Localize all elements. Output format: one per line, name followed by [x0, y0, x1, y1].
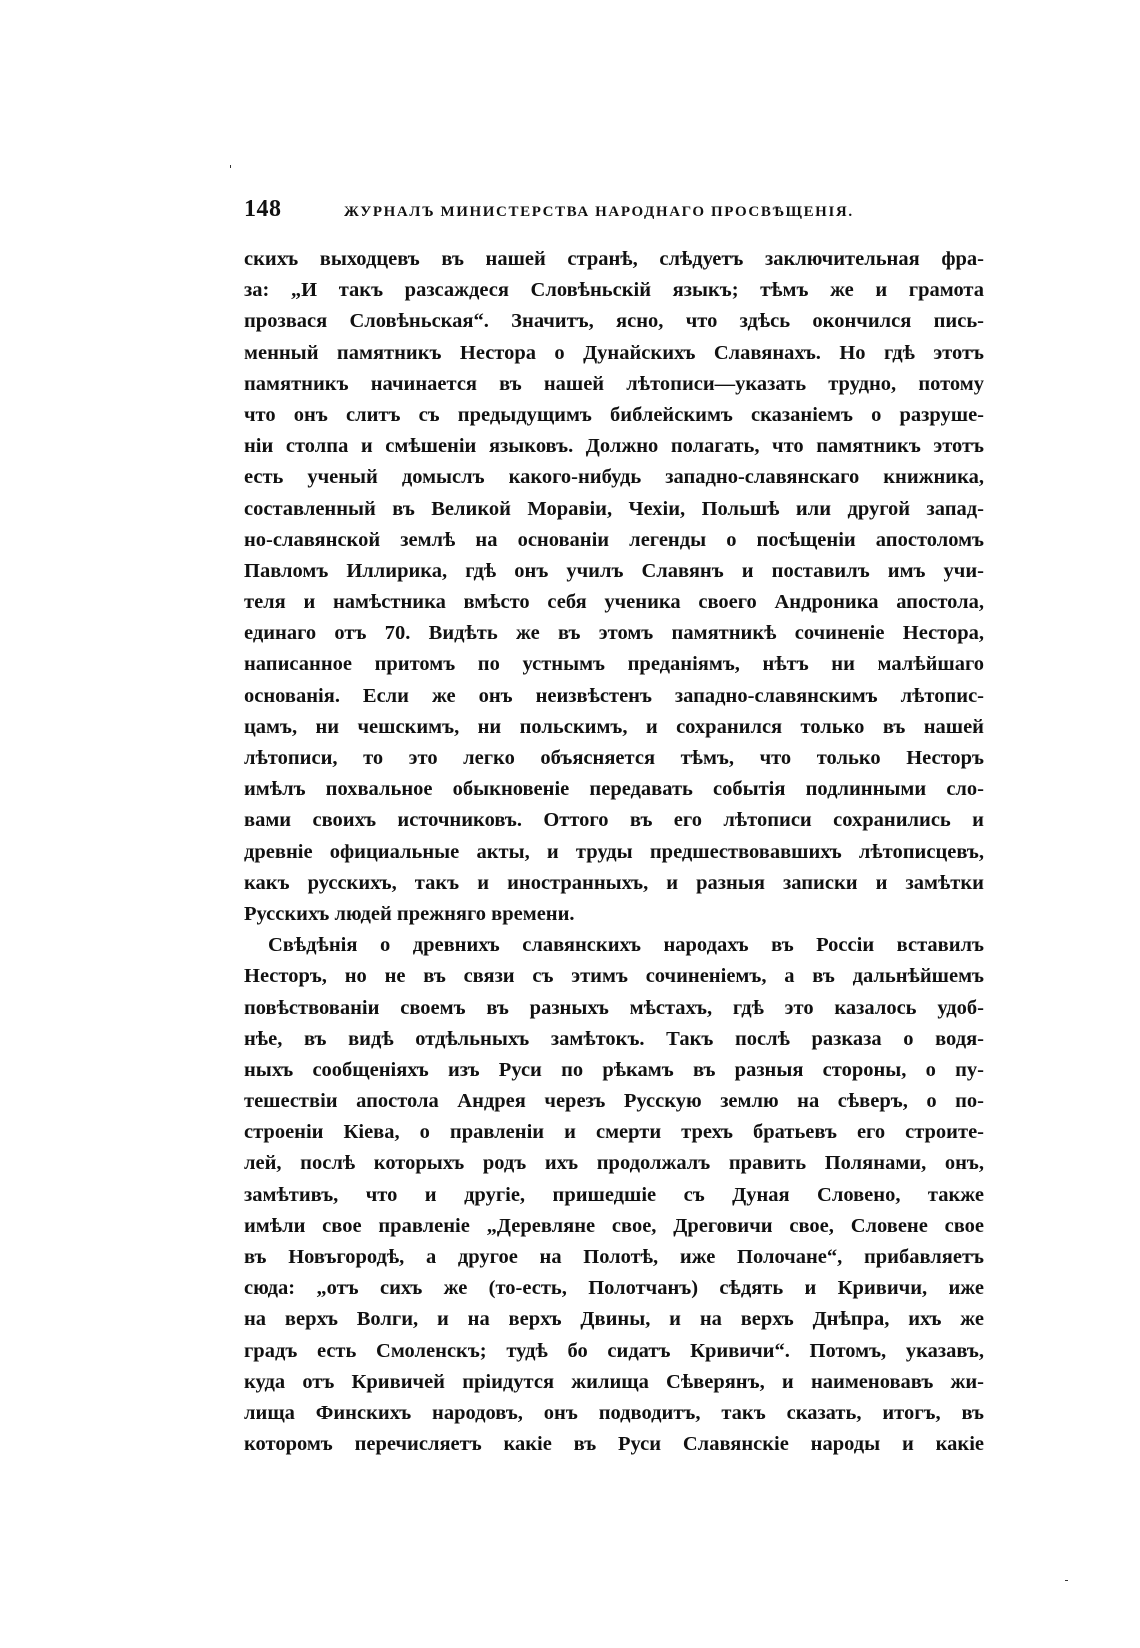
text-line: Русскихъ людей прежняго времени.: [244, 902, 575, 925]
text-line: строеніи Кіева, о правленіи и смерти трехъ братьевъ его строите-: [244, 1121, 984, 1144]
text-line: менный памятникъ Нестора о Дунайскихъ Славянахъ. Но гдѣ этотъ: [244, 341, 984, 364]
text-line: имѣлъ похвальное обыкновеніе передавать событія подлинными сло-: [244, 778, 984, 801]
text-line: теля и намѣстника вмѣсто себя ученика своего Андроника апостола,: [244, 591, 984, 614]
text-line: памятникъ начинается въ нашей лѣтописи—указать трудно, потому: [244, 372, 984, 395]
text-line: лища Финскихъ народовъ, онъ подводитъ, такъ сказать, итогъ, въ: [244, 1401, 984, 1424]
text-line: цамъ, ни чешскимъ, ни польскимъ, и сохранился только въ нашей: [244, 715, 984, 738]
text-line: единаго отъ 70. Видѣть же въ этомъ памятникѣ сочиненіе Нестора,: [244, 622, 984, 645]
running-title: ЖУРНАЛЪ МИНИСТЕРСТВА НАРОДНАГО ПРОСВѢЩЕНІЯ.: [344, 204, 854, 220]
text-line: составленный въ Великой Моравіи, Чехіи, Польшѣ или другой запад-: [244, 497, 984, 520]
text-line: за: „И такъ разсаждеся Словѣньскій языкъ; тѣмъ же и грамота: [244, 279, 984, 302]
paragraph-start-line: Свѣдѣнія о древнихъ славянскихъ народахъ въ Россіи вставилъ: [268, 934, 984, 957]
text-line: градъ есть Смоленскъ; тудѣ бо сидатъ Кривичи“. Потомъ, указавъ,: [244, 1339, 984, 1362]
text-line: вами своихъ источниковъ. Оттого въ его лѣтописи сохранились и: [244, 809, 984, 832]
text-line: какъ русскихъ, такъ и иностранныхъ, и разныя записки и замѣтки: [244, 871, 984, 894]
text-line: нѣе, въ видѣ отдѣльныхъ замѣтокъ. Такъ послѣ разказа о водя-: [244, 1027, 984, 1050]
text-line: скихъ выходцевъ въ нашей странѣ, слѣдуетъ заключительная фра-: [244, 248, 984, 270]
text-line: прозвася Словѣньская“. Значитъ, ясно, что здѣсь окончился пись-: [244, 310, 984, 333]
text-line: но-славянской землѣ на основаніи легенды о посѣщеніи апостоломъ: [244, 528, 984, 551]
text-line: древніе официальные акты, и труды предшествовавшихъ лѣтописцевъ,: [244, 840, 984, 863]
text-line: замѣтивъ, что и другіе, пришедшіе съ Дуная Словено, также: [244, 1183, 984, 1206]
text-line: сюда: „отъ сихъ же (то-есть, Полотчанъ) сѣдять и Кривичи, иже: [244, 1277, 984, 1300]
running-head: [244, 196, 984, 230]
page-number: 148: [244, 196, 282, 222]
text-line: имѣли свое правленіе „Деревляне свое, Дреговичи свое, Словене свое: [244, 1214, 984, 1237]
text-line: которомъ перечисляетъ какіе въ Руси Славянскіе народы и какіе: [244, 1433, 984, 1456]
text-line: Несторъ, но не въ связи съ этимъ сочиненіемъ, а въ дальнѣйшемъ: [244, 965, 984, 988]
scan-speck: [1065, 1580, 1068, 1581]
text-line: ніи столпа и смѣшеніи языковъ. Должно полагать, что памятникъ этотъ: [244, 435, 984, 458]
body-text: [244, 244, 984, 1460]
text-line: есть ученый домыслъ какого-нибудь западно-славянскаго книжника,: [244, 466, 984, 489]
text-line: написанное притомъ по устнымъ преданіямъ, нѣтъ ни малѣйшаго: [244, 653, 984, 676]
text-line: основанія. Если же онъ неизвѣстенъ западно-славянскимъ лѣтопис-: [244, 684, 984, 707]
scan-speck: [230, 165, 231, 168]
text-line: лѣтописи, то это легко объясняется тѣмъ, что только Несторъ: [244, 747, 984, 769]
text-line: куда отъ Кривичей пріидутся жилища Сѣверянъ, и наименовавъ жи-: [244, 1370, 984, 1393]
text-line: ныхъ сообщеніяхъ изъ Руси по рѣкамъ въ разныя стороны, о пу-: [244, 1058, 984, 1081]
text-line: повѣствованіи своемъ въ разныхъ мѣстахъ, гдѣ это казалось удоб-: [244, 996, 984, 1019]
text-line: тешествіи апостола Андрея черезъ Русскую землю на сѣверъ, о по-: [244, 1090, 984, 1113]
text-line: лей, послѣ которыхъ родъ ихъ продолжалъ править Полянами, онъ,: [244, 1152, 984, 1175]
text-line: въ Новъгородѣ, а другое на Полотѣ, иже Полочане“, прибавляетъ: [244, 1246, 984, 1268]
text-line: на верхъ Волги, и на верхъ Двины, и на верхъ Днѣпра, ихъ же: [244, 1308, 984, 1331]
text-line: Павломъ Иллирика, гдѣ онъ училъ Славянъ и поставилъ имъ учи-: [244, 559, 984, 582]
text-line: что онъ слитъ съ предыдущимъ библейскимъ сказаніемъ о разруше-: [244, 403, 984, 426]
